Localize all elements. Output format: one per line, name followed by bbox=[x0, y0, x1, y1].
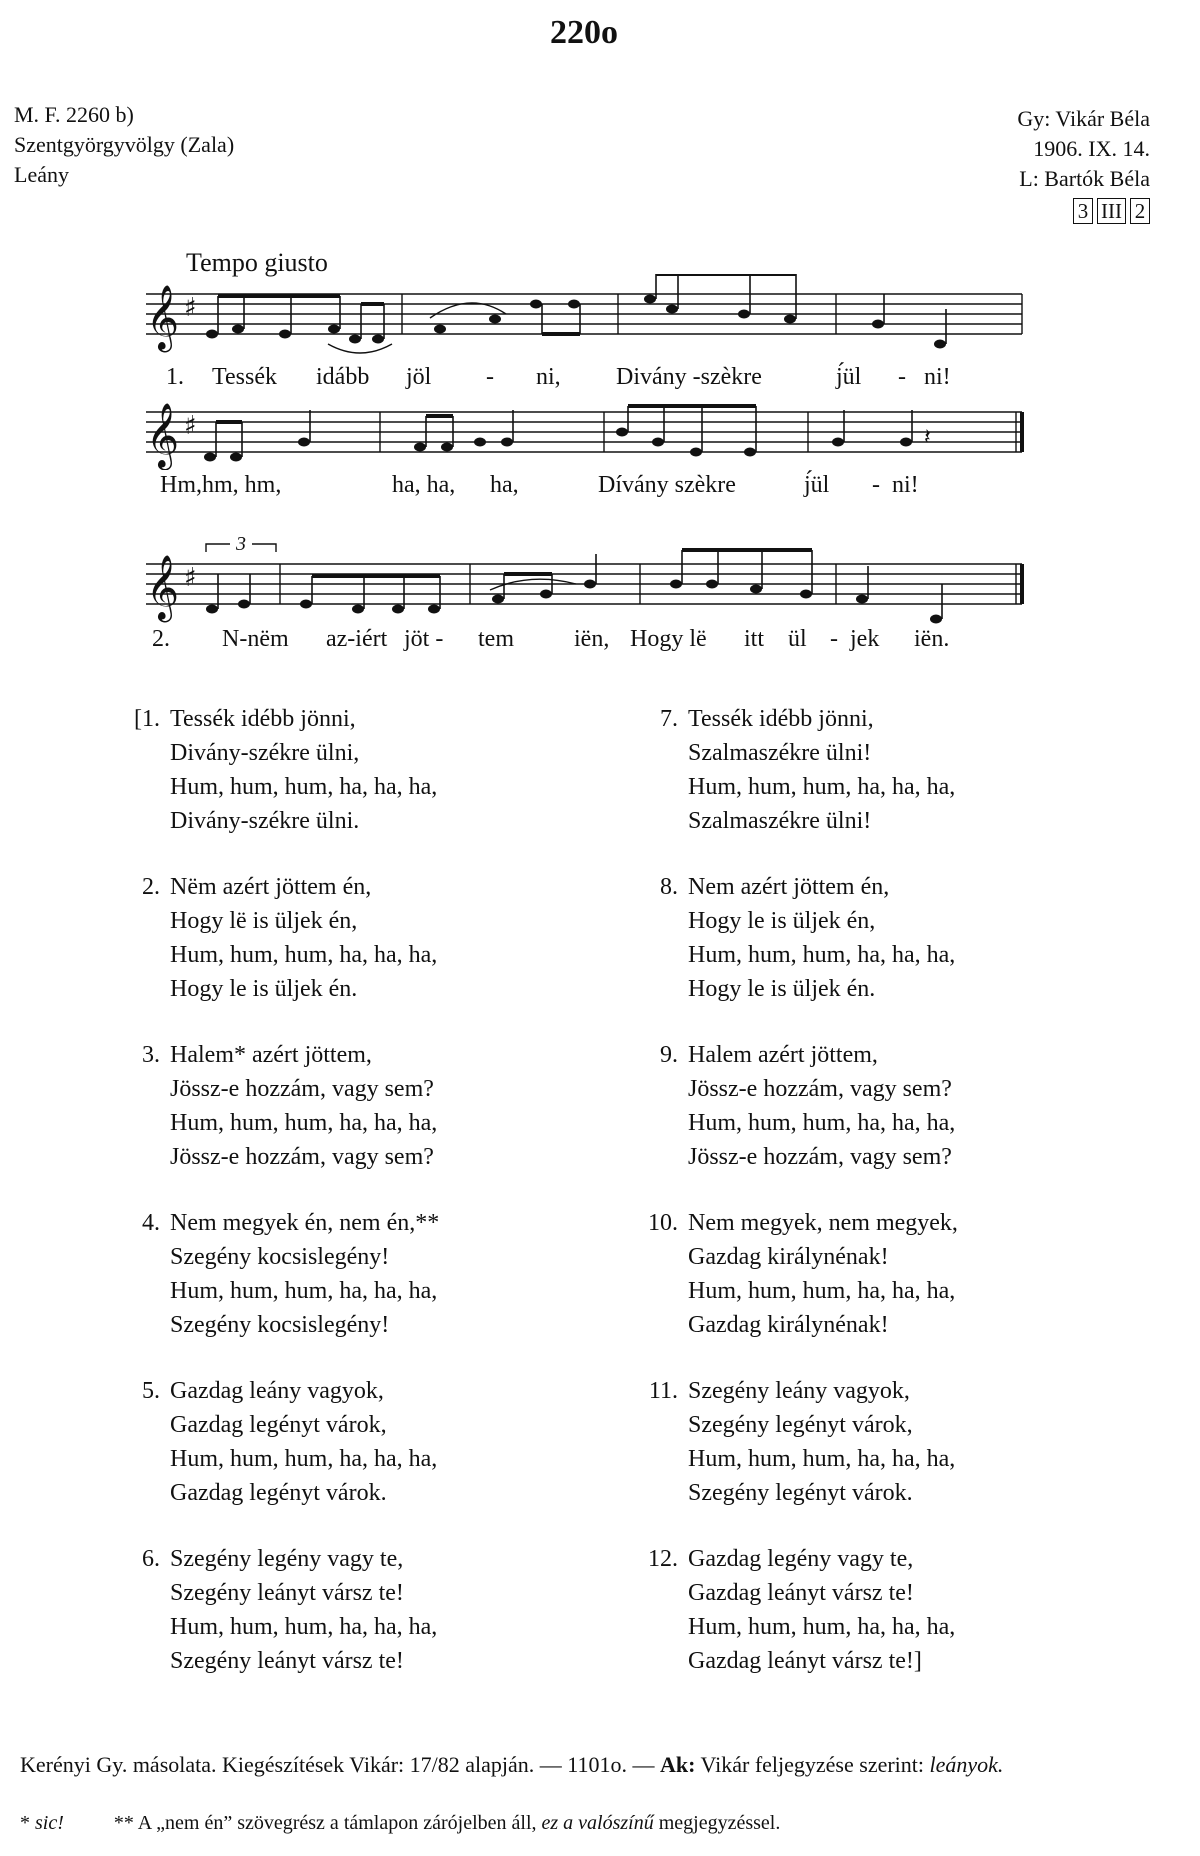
music-staff-1 bbox=[0, 274, 1200, 364]
verse-number: 2. bbox=[142, 874, 160, 900]
source-note-label: Ak: bbox=[659, 1752, 696, 1777]
verse-line: Nëm azért jöttem én, bbox=[170, 874, 372, 900]
svg-text:♯: ♯ bbox=[184, 563, 197, 593]
footnote-text: sic! bbox=[35, 1812, 64, 1834]
verse-number: 12. bbox=[648, 1546, 678, 1572]
lyric-syllable: ha, bbox=[490, 472, 519, 498]
verse-line: Hum, hum, hum, ha, ha, ha, bbox=[688, 1446, 956, 1472]
verse-line: Hum, hum, hum, ha, ha, ha, bbox=[170, 1110, 438, 1136]
collector: Gy: Vikár Béla bbox=[1017, 106, 1150, 131]
svg-text:𝄽: 𝄽 bbox=[924, 425, 931, 450]
page-number: 220o bbox=[550, 14, 618, 51]
classification-boxes bbox=[1069, 196, 1150, 226]
footnote-text: megjegyzéssel. bbox=[658, 1812, 781, 1834]
source-note-italic: leányok. bbox=[929, 1752, 1004, 1777]
verse-line: Szegény legényt várok. bbox=[688, 1480, 913, 1506]
lyric-syllable: ül bbox=[788, 626, 807, 652]
lyric-syllable: jöt - bbox=[404, 626, 444, 652]
lyric-syllable: Dívány szèkre bbox=[598, 472, 736, 498]
verse-number: 5. bbox=[142, 1378, 160, 1404]
tempo-marking: Tempo giusto bbox=[186, 248, 328, 277]
class-box-1: 3 bbox=[1073, 198, 1093, 224]
verse-line: Hum, hum, hum, ha, ha, ha, bbox=[688, 942, 956, 968]
verse-line: Jössz-e hozzám, vagy sem? bbox=[688, 1144, 952, 1170]
verse-line: Gazdag legényt várok. bbox=[170, 1480, 387, 1506]
verse-number: 8. bbox=[660, 874, 678, 900]
verse-line: Tessék idébb jönni, bbox=[170, 706, 356, 732]
lyric-syllable: iën, bbox=[574, 626, 610, 652]
location: Szentgyörgyvölgy (Zala) bbox=[14, 132, 235, 157]
footnote-marker: ** bbox=[113, 1812, 134, 1834]
verse-line: Hum, hum, hum, ha, ha, ha, bbox=[688, 1110, 956, 1136]
verse-line: Gazdag királynénak! bbox=[688, 1244, 889, 1270]
lyric-syllable: tem bbox=[478, 626, 514, 652]
verse-line: Szegény legény vagy te, bbox=[170, 1546, 404, 1572]
lyric-syllable: - bbox=[872, 472, 880, 498]
lyric-syllable: ni! bbox=[892, 472, 919, 498]
svg-text:𝄞: 𝄞 bbox=[146, 555, 180, 620]
transcriber: L: Bartók Béla bbox=[1019, 166, 1150, 191]
svg-text:♯: ♯ bbox=[184, 293, 197, 323]
lyric-syllable: idább bbox=[316, 364, 370, 390]
verse-line: Nem azért jöttem én, bbox=[688, 874, 890, 900]
music-staff-2 bbox=[0, 400, 1200, 470]
lyric-syllable: j́ül bbox=[804, 472, 830, 498]
verse-line: Hum, hum, hum, ha, ha, ha, bbox=[688, 1278, 956, 1304]
verse-number: 4. bbox=[142, 1210, 160, 1236]
lyric-syllable: jek bbox=[850, 626, 880, 652]
verse-line: Szegény leány vagyok, bbox=[688, 1378, 910, 1404]
lyric-syllable: Divány -szèkre bbox=[616, 364, 762, 390]
lyric-syllable: Tessék bbox=[212, 364, 277, 390]
lyric-syllable: Hm,hm, hm, bbox=[160, 472, 282, 498]
verse-line: Nem megyek, nem megyek, bbox=[688, 1210, 958, 1236]
svg-text:𝄞: 𝄞 bbox=[146, 285, 180, 350]
lyric-syllable: ni! bbox=[924, 364, 951, 390]
verse-line: Szegény kocsislegény! bbox=[170, 1312, 390, 1338]
verse-line: Szalmaszékre ülni! bbox=[688, 808, 872, 834]
footnote-text: A „nem én” szövegrész a támlapon zárójelben áll, bbox=[137, 1812, 537, 1834]
verse-line: Hum, hum, hum, ha, ha, ha, bbox=[170, 1614, 438, 1640]
verse-line: Szegény leányt vársz te! bbox=[170, 1580, 404, 1606]
footnote-marker: * bbox=[20, 1812, 30, 1834]
lyrics-line-3 bbox=[0, 626, 1200, 656]
verse-number: 10. bbox=[648, 1210, 678, 1236]
verse-line: Gazdag királynénak! bbox=[688, 1312, 889, 1338]
verse-line: Szegény legényt várok, bbox=[688, 1412, 913, 1438]
verse-line: Hum, hum, hum, ha, ha, ha, bbox=[170, 1278, 438, 1304]
svg-text:♯: ♯ bbox=[184, 411, 197, 441]
lyric-syllable: - bbox=[898, 364, 906, 390]
lyric-syllable: ha, ha, bbox=[392, 472, 456, 498]
lyric-syllable: itt bbox=[744, 626, 765, 652]
lyric-syllable: ni, bbox=[536, 364, 561, 390]
verse-line: Jössz-e hozzám, vagy sem? bbox=[170, 1144, 434, 1170]
verse-line: Hum, hum, hum, ha, ha, ha, bbox=[170, 1446, 438, 1472]
verse-line: Jössz-e hozzám, vagy sem? bbox=[688, 1076, 952, 1102]
lyric-syllable: 2. bbox=[152, 626, 170, 652]
verse-line: Halem azért jöttem, bbox=[688, 1042, 878, 1068]
svg-text:𝄞: 𝄞 bbox=[146, 403, 180, 468]
verse-line: Halem* azért jöttem, bbox=[170, 1042, 372, 1068]
verse-line: Hogy le is üljek én. bbox=[170, 976, 358, 1002]
verse-line: Jössz-e hozzám, vagy sem? bbox=[170, 1076, 434, 1102]
verse-line: Hum, hum, hum, ha, ha, ha, bbox=[170, 942, 438, 968]
verse-number: 6. bbox=[142, 1546, 160, 1572]
source-note-text: Vikár feljegyzése szerint: bbox=[700, 1752, 925, 1777]
class-box-3: 2 bbox=[1130, 198, 1150, 224]
lyric-syllable: N-nëm bbox=[222, 626, 289, 652]
lyric-syllable: - bbox=[486, 364, 494, 390]
verse-number: [1. bbox=[134, 706, 160, 732]
verse-line: Gazdag leányt vársz te!] bbox=[688, 1648, 922, 1674]
verse-line: Gazdag legényt várok, bbox=[170, 1412, 387, 1438]
verse-line: Gazdag leány vagyok, bbox=[170, 1378, 384, 1404]
lyric-syllable: iën. bbox=[914, 626, 950, 652]
verse-line: Szegény leányt vársz te! bbox=[170, 1648, 404, 1674]
verse-line: Szegény kocsislegény! bbox=[170, 1244, 390, 1270]
class-box-2: III bbox=[1097, 198, 1126, 224]
lyric-syllable: az-iért bbox=[326, 626, 388, 652]
catalog-number: M. F. 2260 b) bbox=[14, 102, 134, 127]
verse-line: Szalmaszékre ülni! bbox=[688, 740, 872, 766]
lyric-syllable: Hogy lë bbox=[630, 626, 707, 652]
verse-line: Nem megyek én, nem én,** bbox=[170, 1210, 440, 1236]
footnote-italic: ez a valószínű bbox=[541, 1812, 654, 1834]
verse-line: Hum, hum, hum, ha, ha, ha, bbox=[170, 774, 438, 800]
lyrics-line-2 bbox=[0, 472, 1200, 502]
source-note bbox=[20, 1752, 1003, 1778]
source-info bbox=[14, 100, 234, 190]
collection-date: 1906. IX. 14. bbox=[1033, 136, 1150, 161]
verse-number: 11. bbox=[648, 1378, 678, 1404]
verse-number: 7. bbox=[660, 706, 678, 732]
verse-line: Hogy le is üljek én, bbox=[688, 908, 876, 934]
verse-line: Hogy le is üljek én. bbox=[688, 976, 876, 1002]
lyric-syllable: jöl bbox=[406, 364, 432, 390]
verse-number: 9. bbox=[660, 1042, 678, 1068]
collector-info bbox=[1017, 104, 1150, 226]
lyric-syllable: j́ül bbox=[836, 364, 862, 390]
verse-line: Divány-székre ülni, bbox=[170, 740, 360, 766]
lyric-syllable: 1. bbox=[166, 364, 184, 390]
lyrics-line-1 bbox=[0, 364, 1200, 394]
verse-number: 3. bbox=[142, 1042, 160, 1068]
tuplet-number: 3 bbox=[236, 534, 246, 555]
performer: Leány bbox=[14, 162, 69, 187]
verse-line: Tessék idébb jönni, bbox=[688, 706, 874, 732]
source-note-text: Kerényi Gy. másolata. Kiegészítések Vikár: 17/82 alapján. — 1101o. — bbox=[20, 1752, 655, 1777]
verse-line: Hogy lë is üljek én, bbox=[170, 908, 358, 934]
music-staff-3 bbox=[0, 534, 1200, 624]
verse-line: Gazdag leányt vársz te! bbox=[688, 1580, 914, 1606]
verse-line: Hum, hum, hum, ha, ha, ha, bbox=[688, 774, 956, 800]
verse-line: Divány-székre ülni. bbox=[170, 808, 360, 834]
verse-line: Hum, hum, hum, ha, ha, ha, bbox=[688, 1614, 956, 1640]
lyric-syllable: - bbox=[830, 626, 838, 652]
verse-line: Gazdag legény vagy te, bbox=[688, 1546, 914, 1572]
footnotes bbox=[20, 1812, 780, 1835]
